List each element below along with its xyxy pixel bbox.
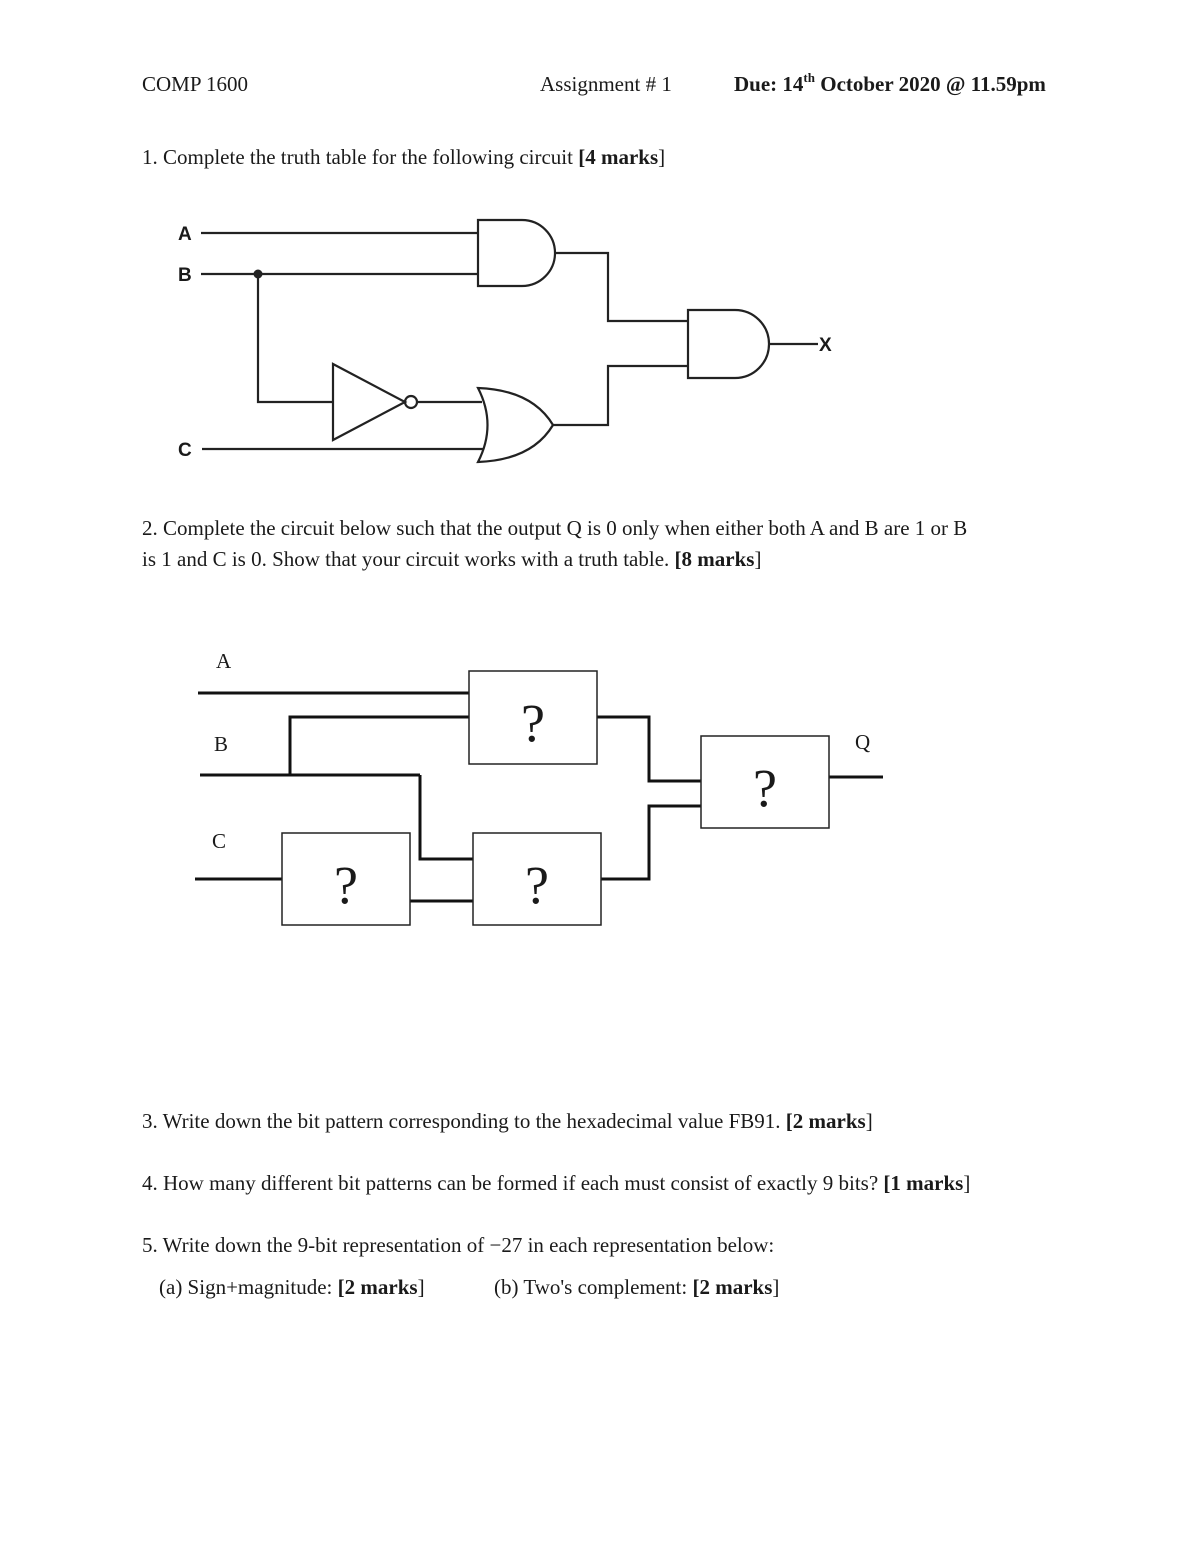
question-1-text: Complete the truth table for the following circuit: [157, 145, 579, 169]
assignment-title: Assignment # 1: [540, 72, 672, 96]
question-5b-marks: [2 marks: [692, 1275, 773, 1299]
question-1-marks-close: ]: [658, 145, 666, 169]
label-b: B: [178, 265, 192, 286]
question-5b: [494, 1271, 779, 1303]
course-code: COMP 1600: [142, 72, 248, 96]
question-2-text: is 1 and C is 0. Show that your circuit works with a truth table.: [142, 547, 675, 571]
question-4-text: 4. How many different bit patterns can be formed if each must consist of exactly 9 bits?: [142, 1171, 884, 1195]
wire-box1-to-box4: [597, 717, 701, 781]
question-1-number: 1.: [142, 145, 158, 169]
question-4-marks: [1 marks: [883, 1171, 964, 1195]
question-4: [142, 1167, 970, 1199]
label-b: B: [214, 732, 229, 756]
question-5a-text: (a) Sign+magnitude:: [159, 1275, 338, 1299]
question-mark-3: ?: [525, 855, 549, 915]
due-date-prefix: Due: 14: [734, 72, 804, 96]
label-a: A: [178, 224, 192, 245]
label-x: X: [819, 335, 832, 356]
question-5a-marks: [2 marks: [337, 1275, 418, 1299]
label-c: C: [212, 829, 227, 853]
question-2-marks-close: ]: [754, 547, 762, 571]
question-3: [142, 1105, 873, 1137]
question-5b-text: (b) Two's complement:: [494, 1275, 693, 1299]
due-date-ordinal: th: [803, 70, 815, 85]
label-q: Q: [855, 730, 871, 754]
question-4-marks-close: ]: [963, 1171, 971, 1195]
question-mark-2: ?: [334, 855, 358, 915]
question-3-marks-close: ]: [865, 1109, 873, 1133]
question-2-marks: [8 marks: [674, 547, 755, 571]
question-3-text: 3. Write down the bit pattern corresponding to the hexadecimal value FB91.: [142, 1109, 786, 1133]
question-1-marks: [4 marks: [578, 145, 659, 169]
wire-box3-to-box4: [601, 806, 701, 879]
question-3-marks: [2 marks: [785, 1109, 866, 1133]
wire-b-to-box1: [290, 717, 469, 775]
question-5a: [159, 1271, 425, 1303]
question-5a-marks-close: ]: [417, 1275, 425, 1299]
question-mark-1: ?: [521, 693, 545, 753]
question-5b-marks-close: ]: [772, 1275, 780, 1299]
label-c: C: [178, 440, 192, 461]
wire-b-to-box3: [420, 775, 473, 859]
label-a: A: [216, 649, 232, 673]
question-mark-4: ?: [753, 758, 777, 818]
question-2-line-1: 2. Complete the circuit below such that the output Q is 0 only when either both A and B are 1 or B: [142, 516, 968, 540]
question-5: 5. Write down the 9-bit representation of −27 in each representation below:: [142, 1233, 775, 1257]
due-date-suffix: October 2020 @ 11.59pm: [814, 72, 1046, 96]
